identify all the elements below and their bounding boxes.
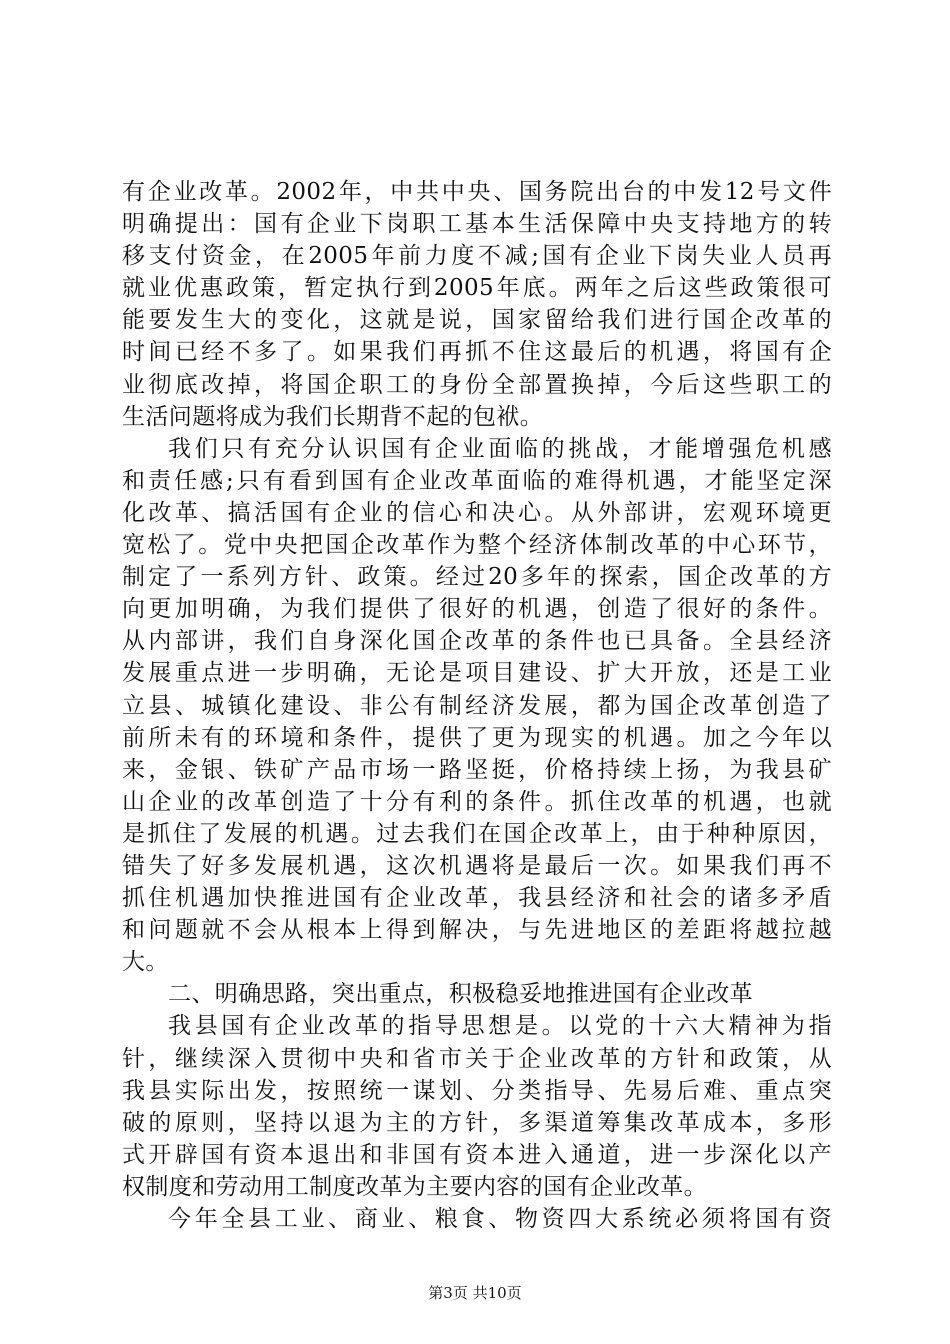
paragraph-start-line: 今年全县工业、商业、粮食、物资四大系统必须将国有资 xyxy=(168,1206,832,1232)
text-line: 破的原则，坚持以退为主的方针，多渠道筹集改革成本，多形 xyxy=(122,1109,832,1136)
text-line: 就业优惠政策，暂定执行到2005年底。两年之后这些政策很可 xyxy=(122,275,832,302)
text-line: 错失了好多发展机遇，这次机遇将是最后一次。如果我们再不 xyxy=(122,852,832,879)
text-line: 明确提出：国有企业下岗职工基本生活保障中央支持地方的转 xyxy=(122,211,832,238)
text-line: 时间已经不多了。如果我们再抓不住这最后的机遇，将国有企 xyxy=(122,339,832,366)
text-line: 立县、城镇化建设、非公有制经济发展，都为国企改革创造了 xyxy=(122,692,832,719)
text-line: 发展重点进一步明确，无论是项目建设、扩大开放，还是工业 xyxy=(122,660,832,687)
text-line: 我县实际出发，按照统一谋划、分类指导、先易后难、重点突 xyxy=(122,1077,832,1104)
text-line: 从内部讲，我们自身深化国企改革的条件也已具备。全县经济 xyxy=(122,628,832,655)
text-line: 制定了一系列方针、政策。经过20多年的探索，国企改革的方 xyxy=(122,564,832,591)
text-line: 有企业改革。2002年，中共中央、国务院出台的中发12号文件 xyxy=(122,179,832,205)
text-line: 来，金银、铁矿产品市场一路坚挺，价格持续上扬，为我县矿 xyxy=(122,756,832,783)
page-footer: 第3页 共10页 xyxy=(428,1284,522,1302)
text-line: 山企业的改革创造了十分有利的条件。抓住改革的机遇，也就 xyxy=(122,788,832,815)
text-line: 化改革、搞活国有企业的信心和决心。从外部讲，宏观环境更 xyxy=(122,499,832,526)
paragraph-start-line: 我们只有充分认识国有企业面临的挑战，才能增强危机感 xyxy=(168,435,832,462)
text-line: 是抓住了发展的机遇。过去我们在国企改革上，由于种种原因， xyxy=(122,820,832,847)
text-line: 宽松了。党中央把国企改革作为整个经济体制改革的中心环节， xyxy=(122,532,832,559)
text-line: 抓住机遇加快推进国有企业改革，我县经济和社会的诸多矛盾 xyxy=(122,885,832,912)
text-line: 移支付资金，在2005年前力度不减;国有企业下岗失业人员再 xyxy=(122,243,832,270)
text-line: 式开辟国有资本退出和非国有资本进入通道，进一步深化以产 xyxy=(122,1141,832,1168)
text-line: 和责任感;只有看到国有企业改革面临的难得机遇，才能坚定深 xyxy=(122,467,832,494)
text-line: 业彻底改掉，将国企职工的身份全部置换掉，今后这些职工的 xyxy=(122,371,832,398)
text-line: 生活问题将成为我们长期背不起的包袱。 xyxy=(122,403,544,430)
paragraph-start-line: 我县国有企业改革的指导思想是。以党的十六大精神为指 xyxy=(168,1013,832,1040)
text-line: 和问题就不会从根本上得到解决，与先进地区的差距将越拉越 xyxy=(122,917,832,944)
section-heading: 二、明确思路，突出重点，积极稳妥地推进国有企业改革 xyxy=(168,981,753,1008)
text-line: 针，继续深入贯彻中央和省市关于企业改革的方针和政策，从 xyxy=(122,1045,832,1072)
text-line: 能要发生大的变化，这就是说，国家留给我们进行国企改革的 xyxy=(122,307,832,334)
text-line: 大。 xyxy=(122,949,169,976)
text-line: 前所未有的环境和条件，提供了更为现实的机遇。加之今年以 xyxy=(122,724,832,751)
text-line: 权制度和劳动用工制度改革为主要内容的国有企业改革。 xyxy=(122,1173,707,1200)
text-line: 向更加明确，为我们提供了很好的机遇，创造了很好的条件。 xyxy=(122,596,832,623)
document-body xyxy=(122,176,832,1235)
